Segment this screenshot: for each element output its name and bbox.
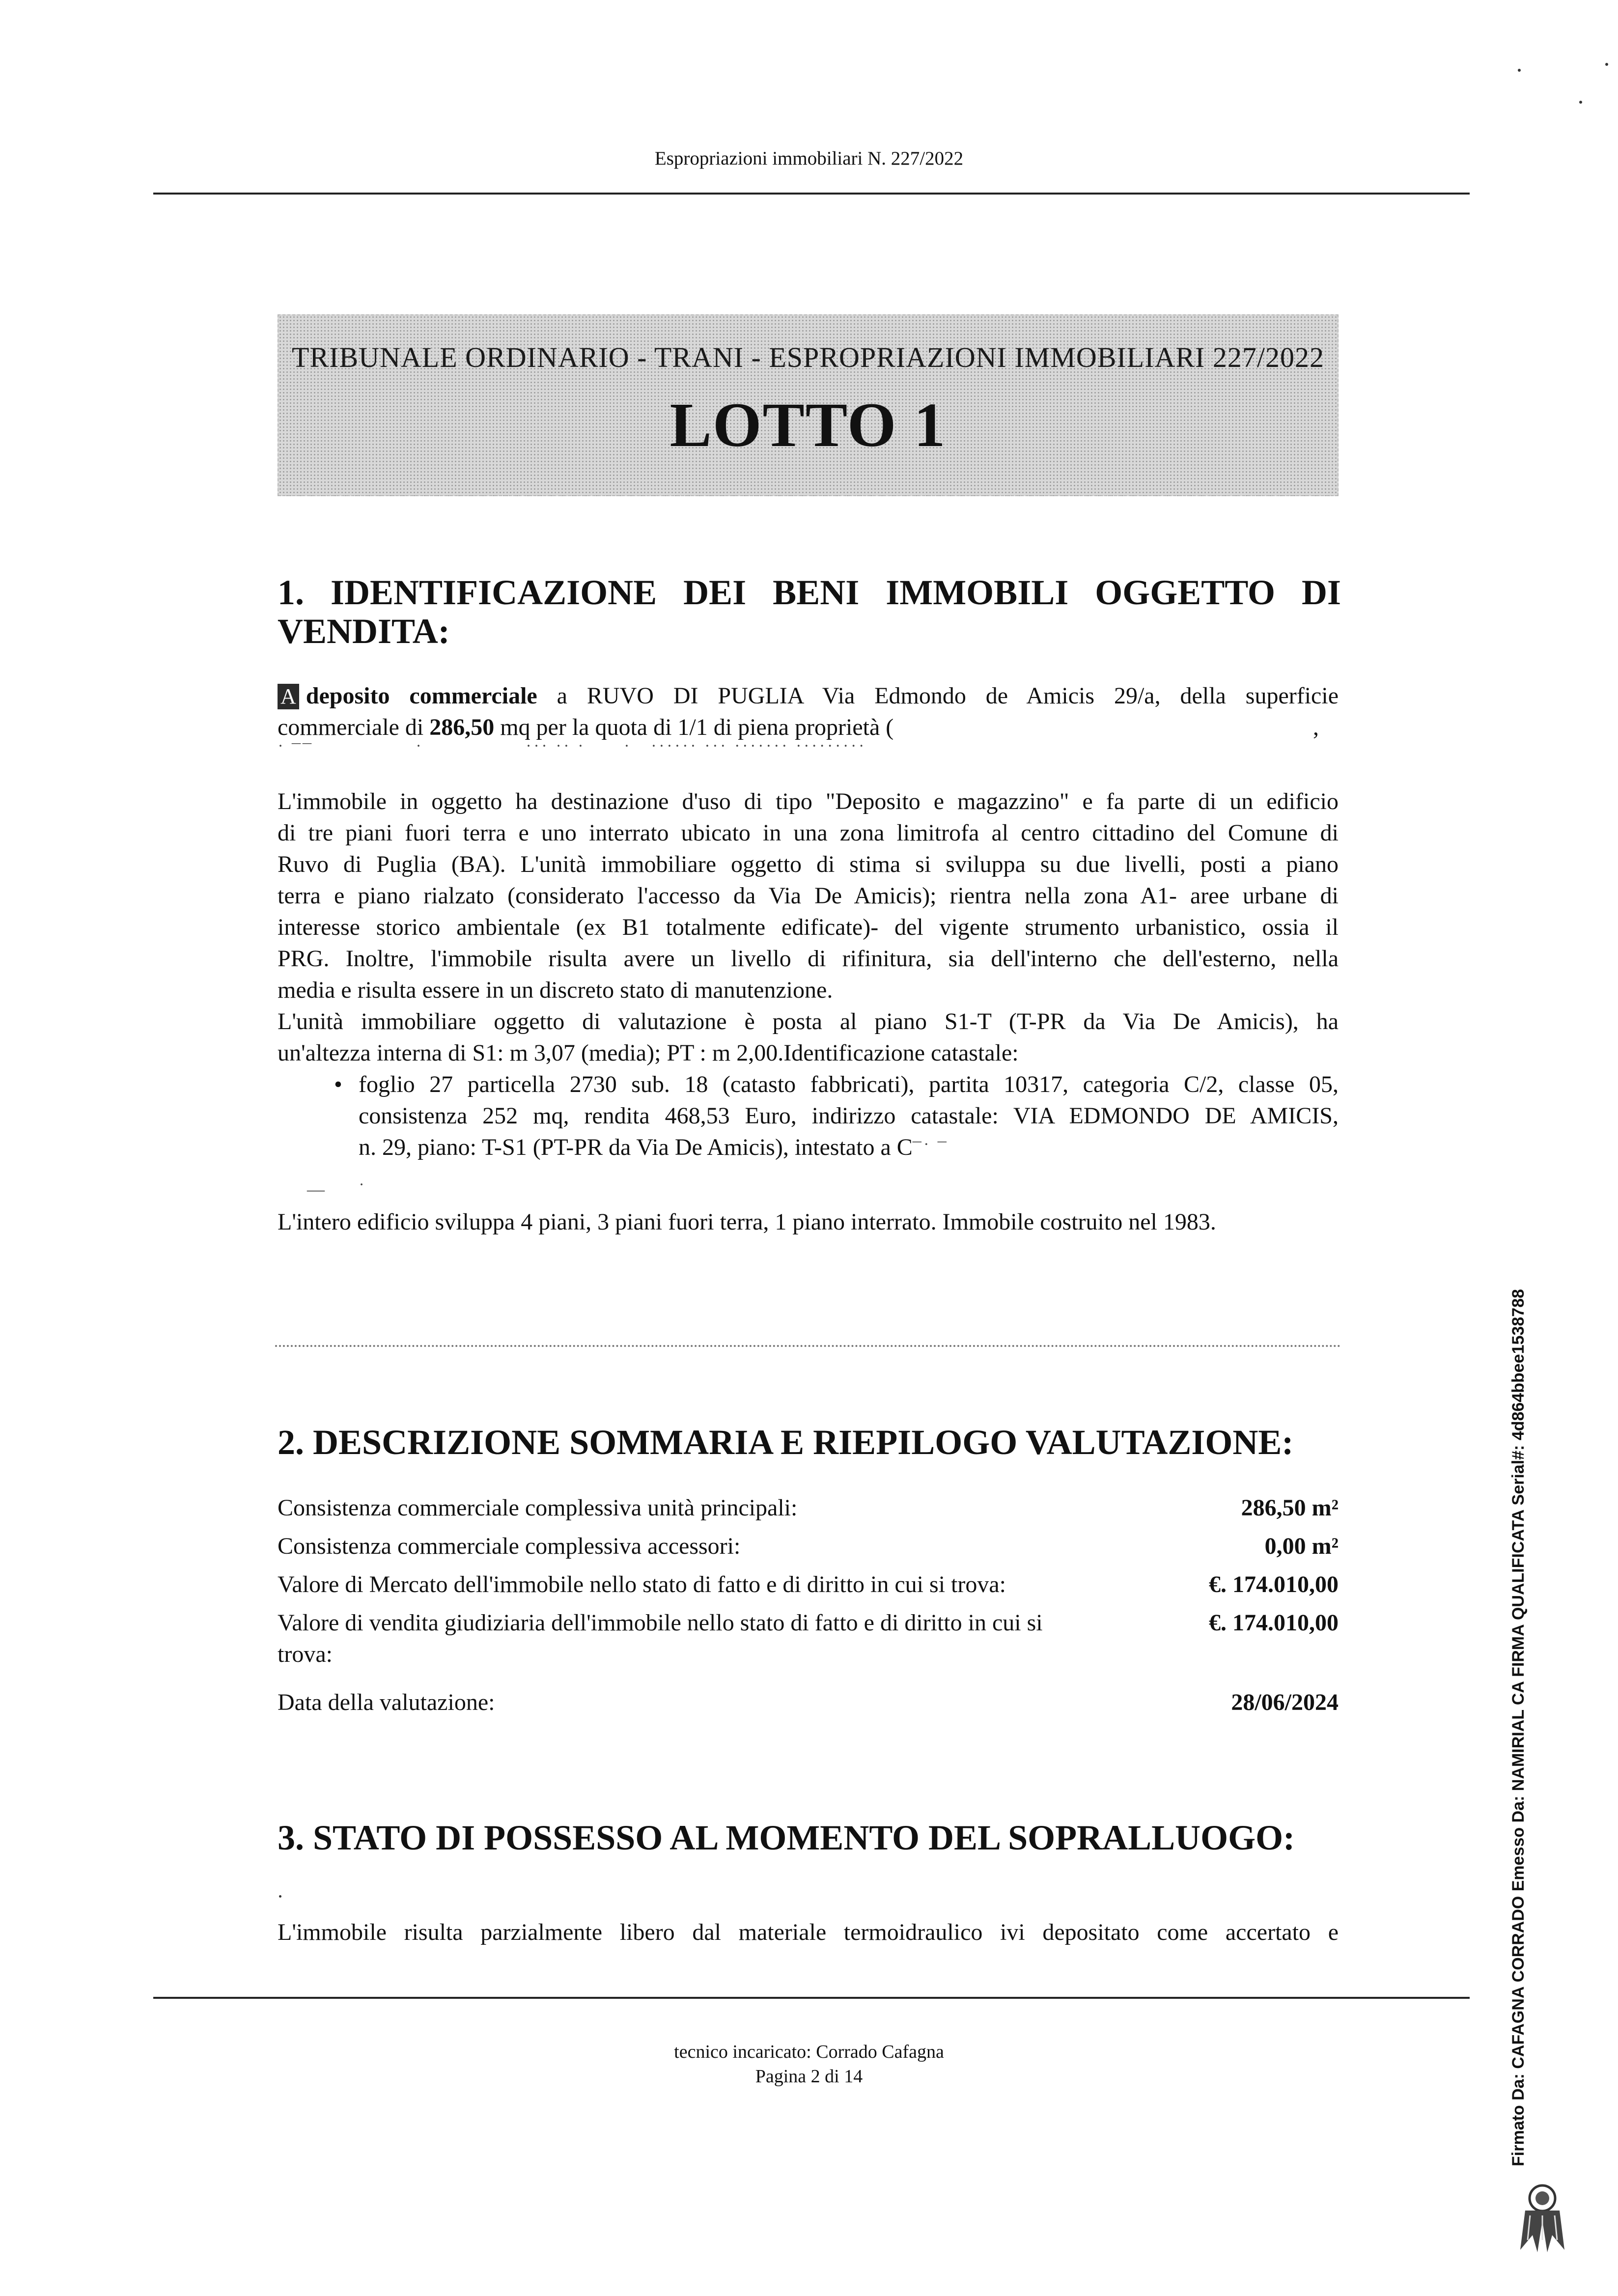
- valuation-label-line: Valore di vendita giudiziaria dell'immobile nello stato di fatto e di diritto in cui si: [278, 1610, 1043, 1636]
- court-line: TRIBUNALE ORDINARIO - TRANI - ESPROPRIAZIONI IMMOBILIARI 227/2022: [292, 341, 1324, 373]
- dotted-separator: [275, 1345, 1341, 1347]
- valuation-row: [278, 1607, 1339, 1670]
- valuation-value: 28/06/2024: [1231, 1689, 1339, 1715]
- bullet-line: foglio 27 particella 2730 sub. 18 (catasto fabbricati), partita 10317, categoria C/2, classe 05,: [359, 1071, 1339, 1097]
- para1-line: interesse storico ambientale (ex B1 totalmente edificate)- del vigente strumento urbanistico, ossia il: [278, 914, 1339, 940]
- section1-heading-line2: VENDITA:: [278, 612, 450, 651]
- section1-heading-line1: 1. IDENTIFICAZIONE DEI BENI IMMOBILI OGGETTO DI: [278, 573, 1341, 612]
- footer-rule: [153, 1997, 1470, 1999]
- valuation-label-line: trova:: [278, 1641, 333, 1667]
- bullet-line-text: n. 29, piano: T-S1 (PT-PR da Via De Amicis), intestato a C: [359, 1134, 913, 1160]
- running-header: Espropriazioni immobiliari N. 227/2022: [654, 148, 964, 169]
- lot-banner: [278, 314, 1339, 496]
- valuation-label: Consistenza commerciale complessiva unità principali:: [278, 1495, 798, 1521]
- unit-paragraph: [278, 1006, 1339, 1069]
- para1-line: PRG. Inoltre, l'immobile risulta avere un livello di rifinitura, sia dell'interno che dell'esterno, nella: [278, 946, 1339, 972]
- section2-heading: 2. DESCRIZIONE SOMMARIA E RIEPILOGO VALUTAZIONE:: [278, 1423, 1294, 1462]
- building-note: L'intero edificio sviluppa 4 piani, 3 piani fuori terra, 1 piano interrato. Immobile costruito nel 1983.: [278, 1209, 1216, 1235]
- intro-line2: [278, 712, 1339, 743]
- para1-line: L'immobile in oggetto ha destinazione d'uso di tipo "Deposito e magazzino" e fa parte di un edificio: [278, 788, 1339, 814]
- footer-page-number: Pagina 2 di 14: [755, 2066, 863, 2087]
- valuation-label: Valore di Mercato dell'immobile nello stato di fatto e di diritto in cui si trova:: [278, 1571, 1006, 1597]
- para1-line: terra e piano rialzato (considerato l'accesso da Via De Amicis); rientra nella zona A1- aree urbane di: [278, 883, 1339, 909]
- section1-heading: [278, 572, 1339, 652]
- para2-line: un'altezza interna di S1: m 3,07 (media); PT : m 2,00.Identificazione catastale:: [278, 1040, 1019, 1066]
- section3-heading: 3. STATO DI POSSESSO AL MOMENTO DEL SOPRALLUOGO:: [278, 1818, 1295, 1857]
- header-rule: [153, 193, 1470, 195]
- intro-bold-area: 286,50: [429, 714, 495, 740]
- para2-line: L'unità immobiliare oggetto di valutazione è posta al piano S1-T (T-PR da Via De Amicis), ha: [278, 1008, 1339, 1035]
- intro-text-1: a RUVO DI PUGLIA Via Edmondo de Amicis 29/a, della superficie: [537, 683, 1339, 709]
- valuation-value: 286,50 m²: [1241, 1495, 1339, 1521]
- bullet-line: [359, 1132, 1339, 1165]
- scan-speck: [1518, 69, 1521, 72]
- intro-bold-type: deposito commerciale: [306, 683, 537, 709]
- valuation-row: [278, 1687, 1339, 1718]
- para1-line: Ruvo di Puglia (BA). L'unità immobiliare oggetto di stima si sviluppa su due livelli, posti a piano: [278, 851, 1339, 877]
- scan-speck: [279, 1895, 281, 1898]
- intro-text-2a: commerciale di: [278, 714, 430, 740]
- intro-line1: [278, 680, 1339, 712]
- valuation-row: [278, 1492, 1339, 1524]
- valuation-label: Data della valutazione:: [278, 1689, 495, 1715]
- bullet-line: consistenza 252 mq, rendita 468,53 Euro, indirizzo catastale: VIA EDMONDO DE AMICIS,: [359, 1103, 1339, 1129]
- valuation-row: [278, 1531, 1339, 1562]
- redacted-comma: ,: [1313, 714, 1319, 740]
- para1-line: media e risulta essere in un discreto stato di manutenzione.: [278, 977, 833, 1003]
- valuation-label: Consistenza commerciale complessiva accessori:: [278, 1533, 741, 1559]
- valuation-row: [278, 1569, 1339, 1600]
- bullet-icon: •: [334, 1071, 342, 1097]
- scan-speck: [1579, 101, 1582, 104]
- description-paragraph: [278, 786, 1339, 1006]
- redacted-owner-tail: ¯˙ ¯: [912, 1139, 948, 1159]
- footer-technician: tecnico incaricato: Corrado Cafagna: [674, 2042, 944, 2062]
- section3-text: L'immobile risulta parzialmente libero dal materiale termoidraulico ivi depositato come accertato e: [278, 1919, 1339, 1945]
- redacted-owner-line: ˙ ¯¯ ˙ ˙˙˙ ˙˙ ˙ ˙ ˙˙˙˙˙˙ ˙˙˙ ˙˙˙˙˙˙˙ ˙˙˙˙˙˙˙˙˙: [278, 743, 866, 760]
- intro-text-2b: mq per la quota di 1/1 di piena proprietà (: [494, 714, 894, 740]
- cadastral-bullet: [359, 1069, 1339, 1165]
- section1-intro: [278, 680, 1339, 763]
- valuation-label: [278, 1607, 1132, 1670]
- redaction-speck: — ˙: [307, 1179, 366, 1199]
- digital-signature-text: Firmato Da: CAFAGNA CORRADO Emesso Da: NAMIRIAL CA FIRMA QUALIFICATA Serial#: 4d864bbee1538788: [1509, 1289, 1528, 2166]
- valuation-value: €. 174.010,00: [1209, 1610, 1339, 1636]
- para1-line: di tre piani fuori terra e uno interrato ubicato in una zona limitrofa al centro cittadino del Comune di: [278, 820, 1339, 846]
- valuation-value: 0,00 m²: [1264, 1533, 1339, 1559]
- scan-speck: [1605, 63, 1608, 66]
- valuation-value: €. 174.010,00: [1209, 1571, 1339, 1597]
- lot-title: LOTTO 1: [670, 390, 947, 460]
- signature-seal-icon: [1510, 2181, 1574, 2255]
- lot-item-tag: A: [278, 684, 299, 709]
